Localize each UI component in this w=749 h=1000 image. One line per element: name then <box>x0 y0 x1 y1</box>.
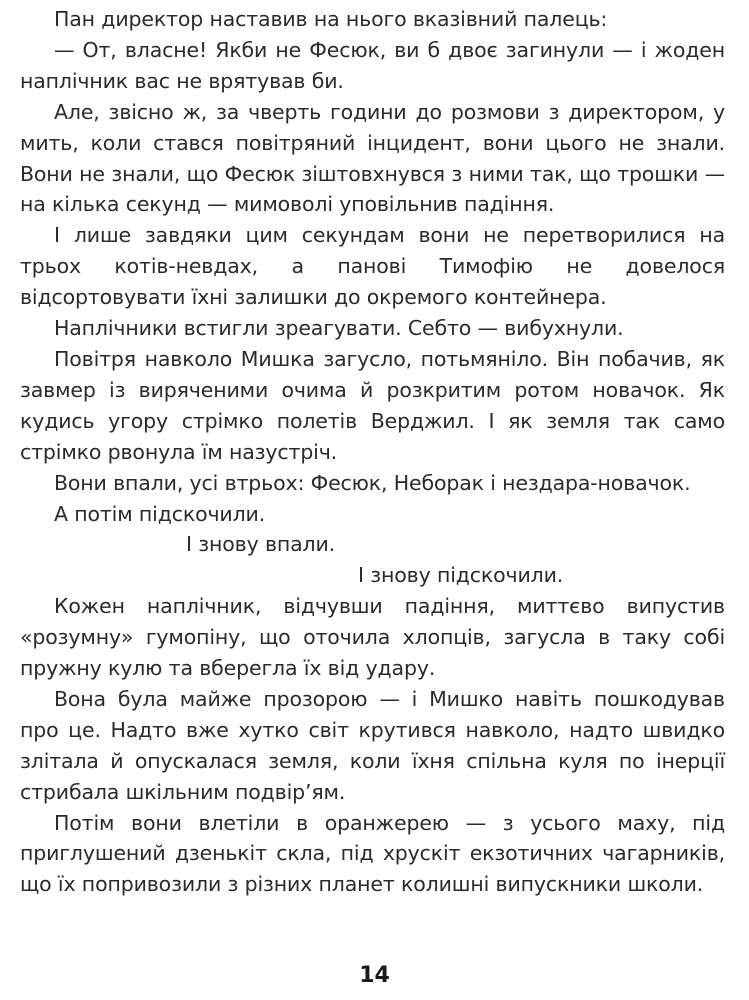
body-text <box>20 4 725 900</box>
paragraph: Наплічники встигли зреагувати. Себто — вибухнули. <box>54 316 624 341</box>
paragraph: Вона була майже прозорою — і Мишко навіть пошкодував про це. Надто вже хутко світ крутився навколо, надто швидко злітала й опускалася земля, коли їхня спільна куля по інерції стрибала шкільним подвір’ям. <box>20 686 725 804</box>
paragraph: Повітря навколо Мишка загусло, потьмяніло. Він побачив, як завмер із виряченими очима й розкритим ротом новачок. Як кудись угору стрімко полетів Верджил. І як земля так само стрімко рвонула їм назустріч. <box>20 346 725 464</box>
paragraph: Вони впали, усі втрьох: Фесюк, Неборак і нездара-новачок. <box>54 470 691 495</box>
paragraph: Потім вони влетіли в оранжерею — з усього маху, під приглушений дзенькіт скла, під хрускіт екзотичних чагарників, що їх попривозили з різних планет колишні випускники школи. <box>20 810 725 897</box>
paragraph: Пан директор наставив на нього вказівний палець: <box>54 7 608 31</box>
paragraph: А потім підскочили. <box>54 501 266 526</box>
paragraph-offset-1: І знову впали. <box>186 532 336 557</box>
paragraph: Кожен наплічник, відчувши падіння, миттєво випустив «розумну» гумопіну, що оточила хлопців, загусла в таку собі пружну кулю та вберегла їх від удару. <box>20 594 725 681</box>
paragraph: І лише завдяки цим секундам вони не перетворилися на трьох котів-невдах, а панові Тимофію не довелося відсортовувати їхні залишки до окремого контейнера. <box>20 223 725 310</box>
paragraph: — От, власне! Якби не Фесюк, ви б двоє загинули — і жоден наплічник вас не врятував би. <box>20 37 725 93</box>
paragraph-offset-2: І знову підскочили. <box>358 563 564 588</box>
page-number: 14 <box>359 963 390 988</box>
paragraph: Але, звісно ж, за чверть години до розмови з директором, у мить, коли стався повітряний інцидент, вони цього не знали. Вони не знали, що Фесюк зіштовхнувся з ними так, що трошки — на кілька секунд — мимоволі уповільнив падіння. <box>20 99 725 217</box>
